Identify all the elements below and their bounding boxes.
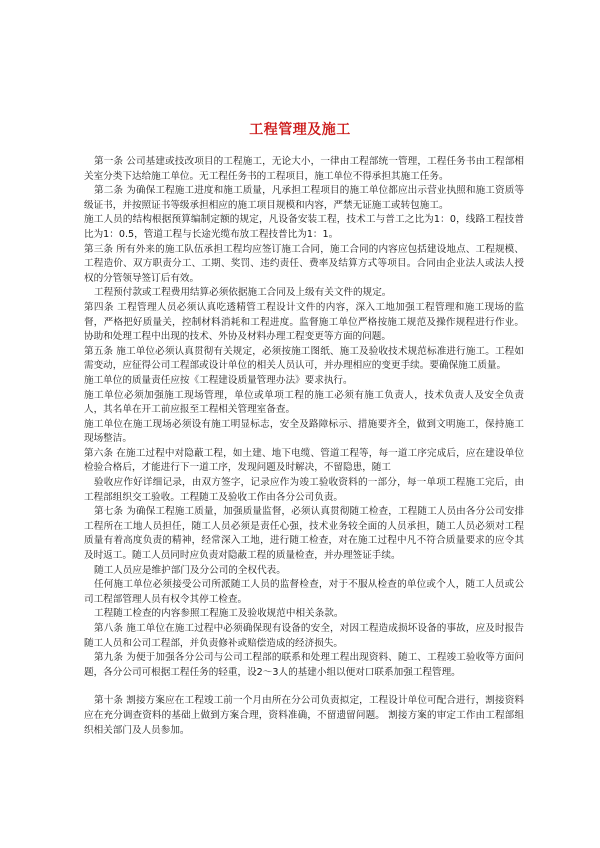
paragraph-inspection-content: 工程随工检查的内容参照工程施工及验收规范中相关条款。 xyxy=(94,608,344,620)
paragraph-supervisor-role: 随工人员应是维护部门及分公司的全权代表。 xyxy=(94,564,286,576)
paragraph-article-2: 第二条 为确保工程施工进度和施工质量，凡承担工程项目的施工单位都应出示营业执照和施工资质等级证书，并按照证书等级承担相应的施工项目规模和内容，严禁无证施工或转包施工。 xyxy=(84,185,524,211)
paragraph-payment: 工程预付款或工程费用结算必须依据施工合同及上级有关文件的规定。 xyxy=(94,287,392,299)
paragraph-acceptance-records: 验收应作好详细记录，由双方签字，记录应作为竣工验收资料的一部分，每一单项工程施工完后，由工程部组织交工验收。工程随工及验收工作由各分公司负责。 xyxy=(84,477,524,503)
document-body xyxy=(84,155,524,738)
paragraph-supervision-acceptance: 任何施工单位必须接受公司所派随工人员的监督检查，对于不服从检查的单位或个人，随工人员或公司工程部管理人员有权令其停工检查。 xyxy=(84,579,524,605)
paragraph-article-6: 第六条 在施工过程中对隐蔽工程，如土建、地下电缆、管道工程等，每一道工序完成后，应在建设单位检验合格后，才能进行下一道工序，发现问题及时解决，不留隐患，随工 xyxy=(84,447,524,474)
paragraph-article-8: 第八条 施工单位在施工过程中必须确保现有设备的安全，对因工程造成损坏设备的事故，应及时报告随工人员和公司工程部，并负责修补或赔偿造成的经济损失。 xyxy=(84,623,524,649)
paragraph-article-4: 第四条 工程管理人员必须认真吃透精管工程设计文件的内容，深入工地加强工程管理和施工现场的监督，严格把好质量关，控制材料消耗和工程进度。监督施工单位严格按施工规范及操作规程进行作业。协助和处理工程中出现的技术、外协及材料办理工程变更等方面的问题。 xyxy=(84,301,524,343)
paragraph-site-signage: 施工单位在施工现场必须设有施工明显标志，安全及路障标示、措施要齐全，做到文明施工，保持施工现场整洁。 xyxy=(84,418,524,445)
paragraph-quality-responsibility: 施工单位的质量责任应按《工程建设质量管理办法》要求执行。 xyxy=(84,374,353,386)
paragraph-article-7: 第七条 为确保工程施工质量，加强质量监督，必须认真贯彻随工检查，工程随工人员由各分公司安排工程所在工地人员担任，随工人员必须是责任心强，技术业务较全面的人员承担，随工人员必须对工程质量有着高度负责的精神，经常深入工地，进行随工检查，对在施工过程中凡不符合质量要求的应令其及时返工。随工人员同时应负责对隐蔽工程的质量检查，并办理签证手续。 xyxy=(84,506,524,562)
paragraph-article-9: 第九条 为便于加强各分公司与公司工程部的联系和处理工程出现资料、随工、工程竣工验收等方面问题，各分公司可根据工程任务的轻重，设2～3人的基建小组以便对口联系加强工程管理。 xyxy=(84,652,524,678)
paragraph-article-5: 第五条 施工单位必须认真贯彻有关规定，必须按施工图纸、施工及验收技术规范标准进行施工。工程如需变动，应征得公司工程部或设计单位的相关人员认可，并办理相应的变更手续。要确保施工质量。 xyxy=(84,345,524,372)
paragraph-article-3: 第三条 所有外来的施工队伍承担工程均应签订施工合同，施工合同的内容应包括建设地点、工程规模、工程造价、双方职责分工、工期、奖罚、违约责任、费率及结算方式等项目。合同由企业法人或法人授权的分管领导签订后有效。 xyxy=(84,243,524,284)
page-title: 工程管理及施工 xyxy=(249,122,351,138)
paragraph-staff-ratio: 施工人员的结构根据预算编制定额的规定，凡设备安装工程，技术工与普工之比为1：0，线路工程技普比为1：0.5，管道工程与长途光缆布放工程技普比为1：1。 xyxy=(84,214,524,240)
paragraph-article-1: 第一条 公司基建或技改项目的工程施工，无论大小，一律由工程部统一管理，工程任务书由工程部相关室分类下达给施工单位。无工程任务书的工程项目，施工单位不得承担其施工任务。 xyxy=(84,156,524,182)
paragraph-site-management: 施工单位必须加强施工现场管理，单位或单项工程的施工必须有施工负责人，技术负责人及安全负责人，其名单在开工前应报至工程相关管理室备查。 xyxy=(84,389,524,416)
paragraph-article-10: 第十条 割接方案应在工程竣工前一个月由所在分公司负责拟定，工程设计单位可配合进行，割接资料应在充分调查资料的基础上做到方案合理，资料准确，不留遗留问题。 割接方案的审定工作由工程部组织相关部门及人员参加。 xyxy=(84,695,524,736)
